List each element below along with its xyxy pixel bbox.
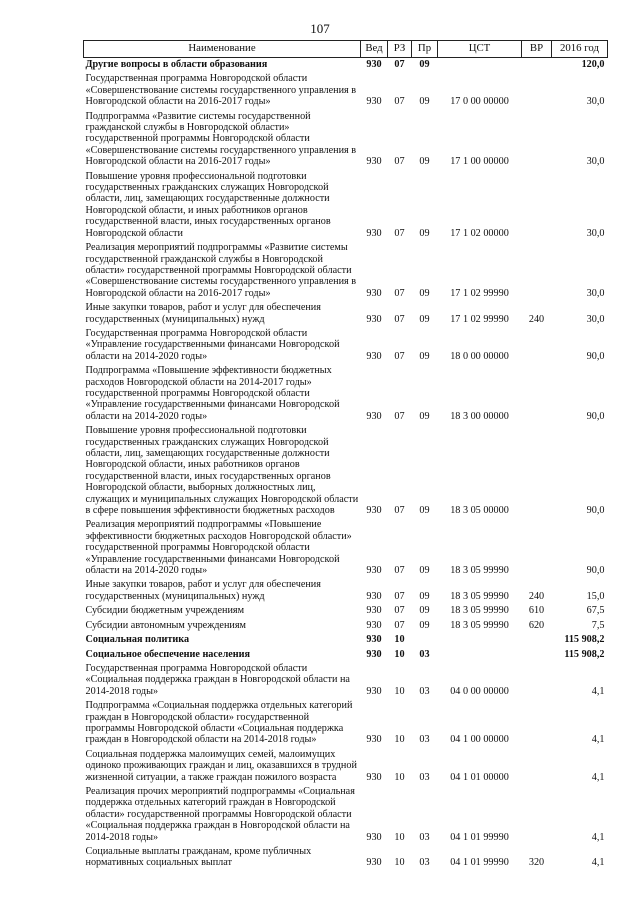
cell-ved: 930 [366,590,382,602]
cell-ved: 930 [366,619,382,631]
cell-amount: 67,5 [586,605,605,617]
cell-ved: 930 [366,605,382,617]
cell-name: Социальное обеспечение населения [85,648,251,660]
table-row [84,518,608,578]
cell-rz: 07 [394,350,405,362]
cell-vr [522,633,552,647]
cell-name: Подпрограмма «Повышение эффективности бюджетных расходов Новгородской области на 2014-2017 годы» государственной программы Новгородской области «Управление государственными финансами Новгородской области на 2014-2020 годы» [85,365,340,422]
col-cst-header: ЦСТ [438,41,522,58]
cell-ved: 930 [366,227,382,239]
cell-rz: 10 [394,734,405,746]
cell-pr: 03 [419,857,430,869]
table-row [84,648,608,662]
table-row [84,327,608,364]
cell-amount: 30,0 [586,313,605,325]
table-row [84,301,608,327]
cell-ved: 930 [366,287,382,299]
cell-name: Реализация мероприятий подпрограммы «Повышение эффективности бюджетных расходов Новгородской области» государственной программы Новгородской области «Управление государственными финансами Новгородской области на 2014-2020 годы» [85,519,352,577]
cell-amount: 30,0 [586,287,605,299]
cell-cst: 04 1 00 00000 [450,734,509,746]
cell-amount: 90,0 [586,410,605,422]
cell-pr: 03 [419,685,430,697]
table-row [84,170,608,241]
cell-rz: 07 [394,96,405,108]
cell-vr [522,699,552,748]
cell-pr: 09 [419,590,430,602]
cell-rz: 07 [394,619,405,631]
cell-rz: 07 [394,59,405,70]
cell-ved: 930 [366,648,382,660]
cell-amount: 15,0 [586,590,605,602]
cell-rz: 07 [394,410,405,422]
cell-amount: 115 908,2 [564,648,605,660]
cell-cst: 18 3 05 99990 [450,565,509,577]
table-row [84,364,608,424]
col-year-header: 2016 год [552,41,608,58]
cell-ved: 930 [366,771,382,783]
cell-pr: 03 [419,771,430,783]
cell-name: Другие вопросы в области образования [85,59,268,70]
cell-pr: 03 [419,831,430,843]
cell-name: Подпрограмма «Социальная поддержка отдельных категорий граждан в Новгородской области» государственной программы Новгородской области «Социальная поддержка граждан в Новгородской области на 2014-2018 годы» [85,700,353,746]
table-row [84,110,608,170]
cell-pr: 09 [419,287,430,299]
cell-cst: 18 3 05 99990 [450,605,509,617]
cell-ved: 930 [366,96,382,108]
cell-rz: 07 [394,156,405,168]
cell-pr: 09 [419,410,430,422]
table-row [84,785,608,845]
cell-amount: 4,1 [591,831,605,843]
cell-pr: 09 [419,350,430,362]
cell-ved: 930 [366,313,382,325]
cell-name: Субсидии бюджетным учреждениям [85,605,245,617]
cell-cst: 17 1 02 99990 [450,287,509,299]
cell-cst: 18 3 05 00000 [450,505,509,517]
cell-vr [522,662,552,699]
cell-vr: 320 [528,857,545,869]
cell-cst: 04 0 00 00000 [450,685,509,697]
cell-amount: 30,0 [586,96,605,108]
cell-cst: 18 3 05 99990 [450,590,509,602]
cell-rz: 07 [394,505,405,517]
cell-vr [522,748,552,785]
cell-cst: 17 1 02 00000 [450,227,509,239]
cell-vr: 620 [528,619,545,631]
table-row [84,604,608,618]
cell-vr [522,170,552,241]
cell-rz: 07 [394,590,405,602]
cell-rz: 10 [394,685,405,697]
cell-vr: 240 [528,590,545,602]
cell-amount: 120,0 [581,59,605,70]
cell-ved: 930 [366,505,382,517]
cell-vr [522,364,552,424]
cell-ved: 930 [366,565,382,577]
cell-cst [438,633,522,647]
cell-vr [522,424,552,518]
cell-cst: 17 1 02 99990 [450,313,509,325]
table-row [84,699,608,748]
cell-amount: 4,1 [591,771,605,783]
cell-vr [522,518,552,578]
cell-amount: 90,0 [586,565,605,577]
cell-pr: 03 [419,648,430,660]
cell-name: Подпрограмма «Развитие системы государственной гражданской службы в Новгородской области» государственной программы Новгородской области «Совершенствование системы государственного управления в Новгородской области на 2016-2017 годы» [85,110,357,168]
cell-pr: 09 [419,313,430,325]
cell-cst: 04 1 01 99990 [450,831,509,843]
cell-pr: 09 [419,156,430,168]
cell-rz: 07 [394,313,405,325]
table-row [84,633,608,647]
cell-name: Государственная программа Новгородской области «Управление государственными финансами Новгородской области на 2014-2020 годы» [85,327,340,362]
cell-vr [522,648,552,662]
cell-pr: 03 [419,734,430,746]
cell-vr: 610 [528,605,545,617]
cell-ved: 930 [366,350,382,362]
cell-amount: 30,0 [586,156,605,168]
cell-amount: 4,1 [591,685,605,697]
cell-pr [412,633,438,647]
cell-pr: 09 [419,619,430,631]
cell-amount: 7,5 [591,619,605,631]
cell-rz: 07 [394,287,405,299]
cell-name: Государственная программа Новгородской области «Совершенствование системы государственного управления в Новгородской области на 2016-2017 годы» [85,73,357,108]
cell-pr: 09 [419,605,430,617]
cell-pr: 09 [419,59,430,70]
cell-ved: 930 [366,734,382,746]
cell-rz: 10 [394,857,405,869]
cell-ved: 930 [366,634,382,646]
cell-rz: 07 [394,227,405,239]
table-row [84,241,608,301]
cell-amount: 90,0 [586,505,605,517]
cell-rz: 10 [394,831,405,843]
table-row [84,619,608,633]
cell-cst: 18 3 00 00000 [450,410,509,422]
cell-ved: 930 [366,685,382,697]
col-vr-header: ВР [522,41,552,58]
col-rz-header: РЗ [388,41,412,58]
cell-name: Социальная политика [85,634,190,646]
cell-pr: 09 [419,96,430,108]
cell-pr: 09 [419,505,430,517]
table-row [84,845,608,871]
cell-name: Государственная программа Новгородской области «Социальная поддержка граждан в Новгородской области на 2014-2018 годы» [85,662,350,697]
cell-name: Иные закупки товаров, работ и услуг для обеспечения государственных (муниципальных) нужд [85,579,321,602]
cell-rz: 10 [394,771,405,783]
cell-name: Иные закупки товаров, работ и услуг для обеспечения государственных (муниципальных) нужд [85,302,321,325]
cell-ved: 930 [366,857,382,869]
cell-amount: 4,1 [591,734,605,746]
cell-cst: 17 0 00 00000 [450,96,509,108]
cell-cst: 18 0 00 00000 [450,350,509,362]
cell-amount: 4,1 [591,857,605,869]
budget-table [83,40,608,871]
cell-name: Повышение уровня профессиональной подготовки государственных гражданских служащих Новгородской области, лиц, замещающих государственные должности Новгородской области, и иных работников органов государственной власти, иных государственных органов Новгородской области [85,170,331,239]
cell-amount: 90,0 [586,350,605,362]
table-row [84,424,608,518]
cell-vr [522,785,552,845]
cell-ved: 930 [366,156,382,168]
cell-vr [522,327,552,364]
table-body [84,58,608,871]
cell-rz: 07 [394,605,405,617]
cell-name: Повышение уровня профессиональной подготовки государственных гражданских служащих Новгородской области, лиц, замещающих государственные должности Новгородской области, иных работников органов государственной власти, иных государственных органов Новгородской области, выборных должностных лиц, служащих и муниципальных служащих Новгородской области в сфере повышения эффективности бюджетных расходов [85,425,359,517]
cell-name: Реализация мероприятий подпрограммы «Развитие системы государственной гражданской службы в Новгородской области» государственной программы Новгородской области «Совершенствование системы государственного управления в Новгородской области на 2016-2017 годы» [85,242,357,299]
cell-cst: 17 1 00 00000 [450,156,509,168]
table-row [84,578,608,604]
col-pr-header: Пр [412,41,438,58]
cell-cst [438,648,522,662]
cell-vr [522,110,552,170]
table-header [84,41,608,58]
cell-name: Реализация прочих мероприятий подпрограммы «Социальная поддержка отдельных категорий граждан в Новгородской области» государственной программы Новгородской области «Социальная поддержка граждан в Новгородской области на 2014-2018 годы» [85,785,355,843]
cell-cst [438,58,522,73]
table-row [84,748,608,785]
cell-cst: 04 1 01 00000 [450,771,509,783]
cell-rz: 07 [394,565,405,577]
cell-name: Социальные выплаты гражданам, кроме публичных нормативных социальных выплат [85,846,312,869]
cell-ved: 930 [366,59,382,70]
cell-amount: 30,0 [586,227,605,239]
cell-pr: 09 [419,227,430,239]
cell-name: Социальная поддержка малоимущих семей, малоимущих одиноко проживающих граждан и лиц, оказавшихся в трудной жизненной ситуации, а также граждан пожилого возраста [85,748,357,783]
table-row [84,72,608,109]
col-name-header: Наименование [84,41,361,58]
page-number: 107 [310,21,330,36]
cell-vr [522,58,552,73]
cell-amount: 115 908,2 [564,634,605,646]
cell-rz: 10 [394,648,405,660]
cell-vr [522,241,552,301]
cell-vr: 240 [528,313,545,325]
cell-vr [522,72,552,109]
cell-ved: 930 [366,831,382,843]
cell-cst: 18 3 05 99990 [450,619,509,631]
cell-rz: 10 [394,634,405,646]
cell-pr: 09 [419,565,430,577]
cell-ved: 930 [366,410,382,422]
cell-cst: 04 1 01 99990 [450,857,509,869]
col-ved-header: Вед [361,41,388,58]
cell-name: Субсидии автономным учреждениям [85,619,246,631]
table-row [84,58,608,73]
table-row [84,662,608,699]
